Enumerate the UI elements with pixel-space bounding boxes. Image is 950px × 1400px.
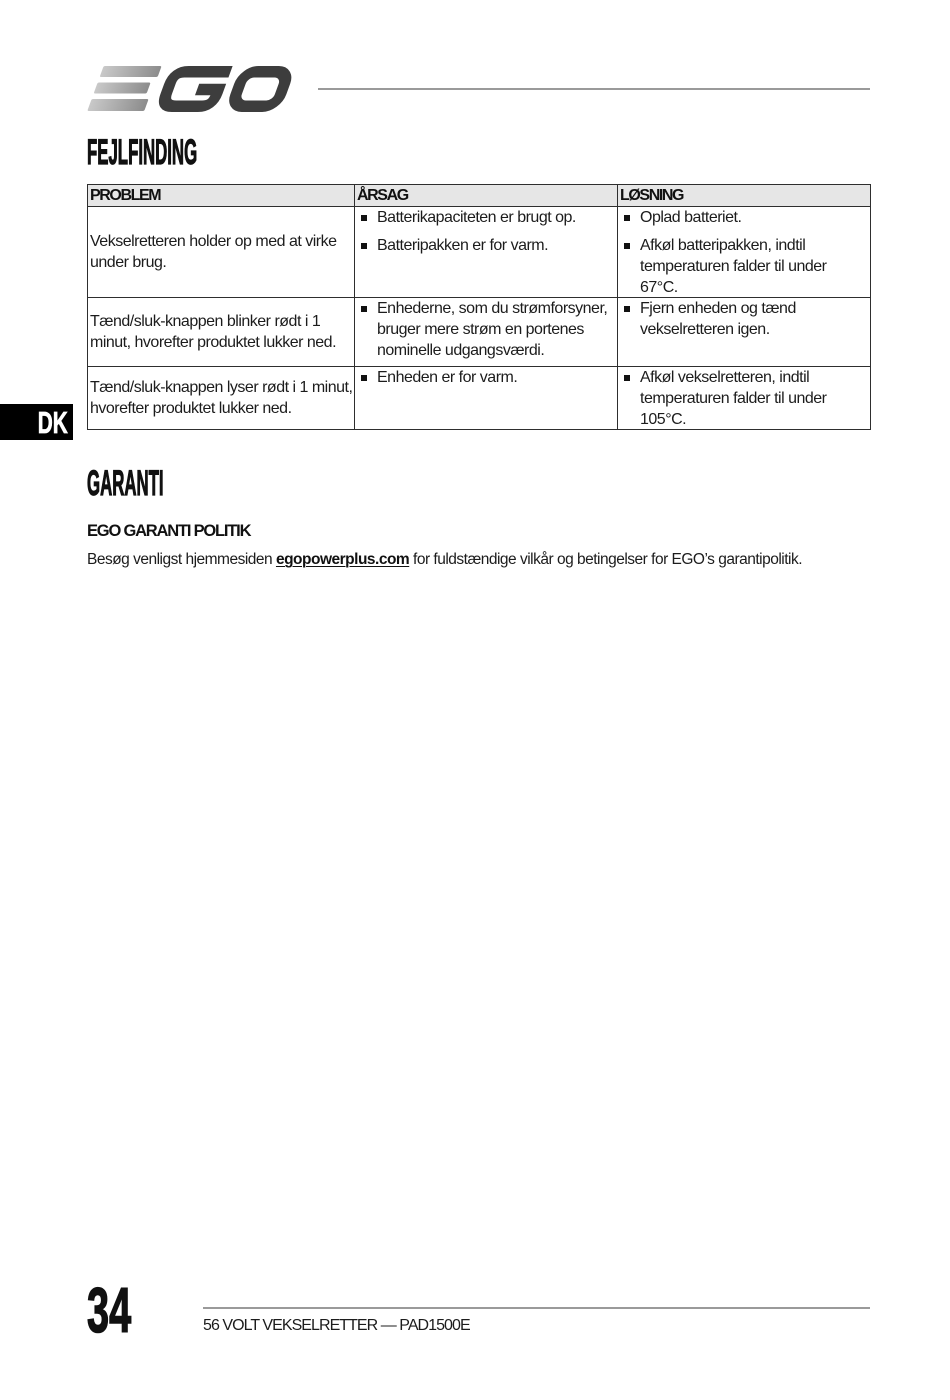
bullet-icon bbox=[361, 306, 367, 312]
problem-text: Tænd/sluk-knappen lyser rødt i 1 minut, hvorefter produktet lukker ned. bbox=[90, 379, 353, 417]
page-number: 34 bbox=[87, 1276, 132, 1346]
troubleshooting-table bbox=[87, 184, 871, 430]
solution-list bbox=[618, 207, 870, 298]
solution-item bbox=[618, 367, 870, 430]
problem-cell bbox=[88, 367, 354, 429]
warranty-website-link[interactable]: egopowerplus.com bbox=[275, 551, 410, 568]
cause-list bbox=[355, 298, 617, 361]
bullet-icon bbox=[624, 243, 630, 249]
solution-item bbox=[618, 298, 870, 340]
language-tab-label: DK bbox=[37, 405, 68, 440]
solution-item bbox=[618, 207, 870, 228]
solution-list bbox=[618, 298, 870, 340]
bullet-icon bbox=[361, 215, 367, 221]
footer-product-title: 56 VOLT VEKSELRETTER — PAD1500E bbox=[203, 1317, 470, 1334]
solution-list bbox=[618, 367, 870, 430]
solution-text: Oplad batteriet. bbox=[640, 209, 742, 226]
cause-cell bbox=[354, 207, 617, 297]
bullet-icon bbox=[624, 306, 630, 312]
warranty-paragraph bbox=[87, 550, 802, 570]
solution-cell bbox=[617, 298, 870, 366]
bullet-icon bbox=[624, 215, 630, 221]
solution-cell bbox=[617, 367, 870, 429]
table-row bbox=[88, 297, 870, 366]
warranty-text-after: for fuldstændige vilkår og betingelser for EGO’s garantipolitik. bbox=[409, 551, 803, 568]
ego-logo-icon bbox=[87, 65, 299, 113]
column-header-cause: ÅRSAG bbox=[354, 185, 617, 206]
cause-item bbox=[355, 367, 617, 388]
cause-item bbox=[355, 207, 617, 228]
solution-text: Afkøl vekselretteren, indtil temperaturen falder til under 105°C. bbox=[640, 369, 827, 428]
cause-text: Batteripakken er for varm. bbox=[377, 237, 549, 254]
problem-text: Tænd/sluk-knappen blinker rødt i 1 minut, hvorefter produktet lukker ned. bbox=[90, 313, 337, 351]
cause-list bbox=[355, 367, 617, 388]
solution-text: Afkøl batteripakken, indtil temperaturen falder til under 67°C. bbox=[640, 237, 827, 296]
table-row bbox=[88, 206, 870, 297]
cause-cell bbox=[354, 367, 617, 429]
bullet-icon bbox=[624, 375, 630, 381]
solution-cell bbox=[617, 207, 870, 297]
solution-text: Fjern enheden og tænd vekselretteren igen. bbox=[640, 300, 796, 338]
cause-list bbox=[355, 207, 617, 256]
cause-text: Enheden er for varm. bbox=[377, 369, 518, 386]
warranty-heading: GARANTI bbox=[87, 464, 164, 503]
cause-cell bbox=[354, 298, 617, 366]
warranty-text-before: Besøg venligst hjemmesiden bbox=[87, 551, 276, 568]
ego-logo bbox=[87, 65, 299, 113]
table-header-row bbox=[88, 185, 870, 206]
problem-cell bbox=[88, 207, 354, 297]
column-header-problem: PROBLEM bbox=[90, 187, 161, 204]
table-row bbox=[88, 366, 870, 429]
bullet-icon bbox=[361, 243, 367, 249]
bullet-icon bbox=[361, 375, 367, 381]
problem-text: Vekselretteren holder op med at virke under brug. bbox=[90, 233, 337, 271]
column-header-solution: LØSNING bbox=[617, 185, 870, 206]
warranty-subheading: EGO GARANTI POLITIK bbox=[87, 522, 251, 540]
cause-item bbox=[355, 298, 617, 361]
problem-cell bbox=[88, 298, 354, 366]
footer-divider bbox=[203, 1307, 870, 1309]
header-divider bbox=[318, 88, 870, 90]
cause-text: Batterikapaciteten er brugt op. bbox=[377, 209, 576, 226]
solution-item bbox=[618, 235, 870, 298]
troubleshooting-heading: FEJLFINDING bbox=[87, 133, 198, 172]
cause-item bbox=[355, 235, 617, 256]
cause-text: Enhederne, som du strømforsyner, bruger mere strøm en portenes nominelle udgangsværdi. bbox=[377, 300, 608, 359]
language-tab bbox=[0, 404, 73, 440]
